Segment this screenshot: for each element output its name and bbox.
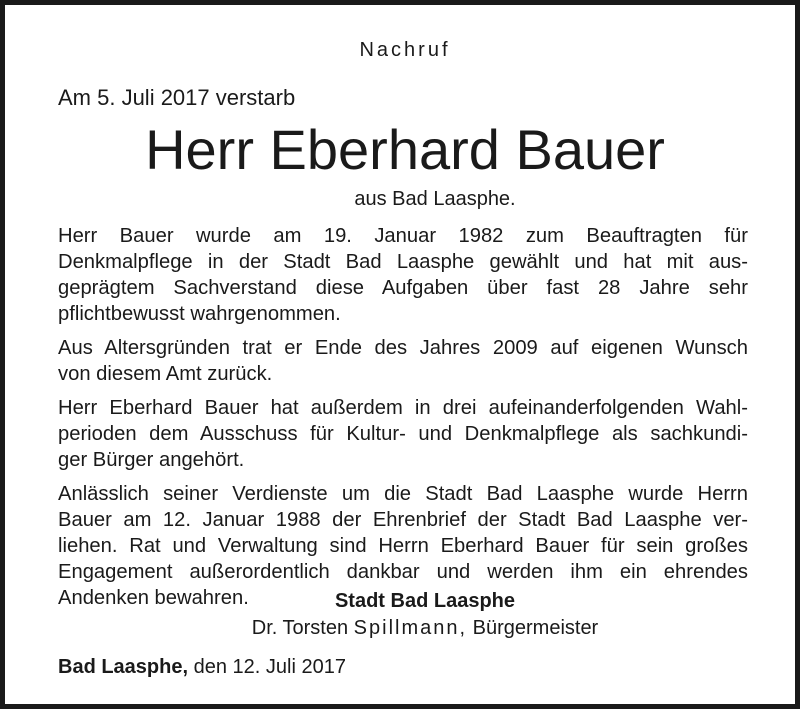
text-line: pflichtbewusst wahrgenommen. bbox=[58, 303, 341, 325]
signatory-prefix: Dr. Torsten bbox=[251, 617, 349, 639]
paragraph-retirement bbox=[58, 335, 748, 387]
text-line: Denkmalpflege in der Stadt Bad Laasphe gewählt und hat mit aus- bbox=[58, 251, 748, 273]
text-line: Engagement außerordentlich dankbar und werden ihm ein ehrendes bbox=[58, 561, 748, 583]
closing-place: Bad Laasphe, bbox=[58, 656, 189, 678]
obituary-heading: Nachruf bbox=[359, 39, 451, 61]
text-line: Herr Eberhard Bauer hat außerdem in drei aufeinanderfolgenden Wahl- bbox=[58, 397, 748, 419]
text-line: von diesem Amt zurück. bbox=[58, 363, 273, 385]
deceased-name: Herr Eberhard Bauer bbox=[145, 118, 665, 181]
signatory-surname: Spillmann, bbox=[353, 617, 468, 639]
text-line: ger Bürger angehört. bbox=[58, 449, 245, 471]
paragraph-committee bbox=[58, 395, 748, 473]
deceased-origin: aus Bad Laasphe. bbox=[354, 188, 516, 210]
text-line: liehen. Rat und Verwaltung sind Herrn Eberhard Bauer für sein großes bbox=[58, 535, 748, 557]
text-line: Bauer am 12. Januar 1988 der Ehrenbrief der Stadt Bad Laasphe ver- bbox=[58, 509, 748, 531]
signatory-role: Bürgermeister bbox=[472, 617, 599, 639]
text-line: Andenken bewahren. bbox=[58, 587, 249, 609]
signature-block bbox=[5, 590, 800, 640]
text-line: geprägtem Sachverstand diese Aufgaben über fast 28 Jahre sehr bbox=[58, 277, 748, 299]
text-line: perioden dem Ausschuss für Kultur- und Denkmalpflege als sachkundi- bbox=[58, 423, 748, 445]
text-line: Herr Bauer wurde am 19. Januar 1982 zum Beauftragten für bbox=[58, 225, 748, 247]
place-date-line bbox=[58, 656, 346, 679]
death-date-line: Am 5. Juli 2017 verstarb bbox=[58, 85, 296, 110]
paragraph-appointment bbox=[58, 223, 748, 327]
obituary-body bbox=[58, 223, 748, 619]
signature-organization: Stadt Bad Laasphe bbox=[334, 590, 516, 612]
closing-date: den 12. Juli 2017 bbox=[193, 656, 346, 678]
text-line: Aus Altersgründen trat er Ende des Jahres 2009 auf eigenen Wunsch bbox=[58, 337, 748, 359]
signature-person bbox=[5, 617, 800, 640]
text-line: Anlässlich seiner Verdienste um die Stadt Bad Laasphe wurde Herrn bbox=[58, 483, 748, 505]
